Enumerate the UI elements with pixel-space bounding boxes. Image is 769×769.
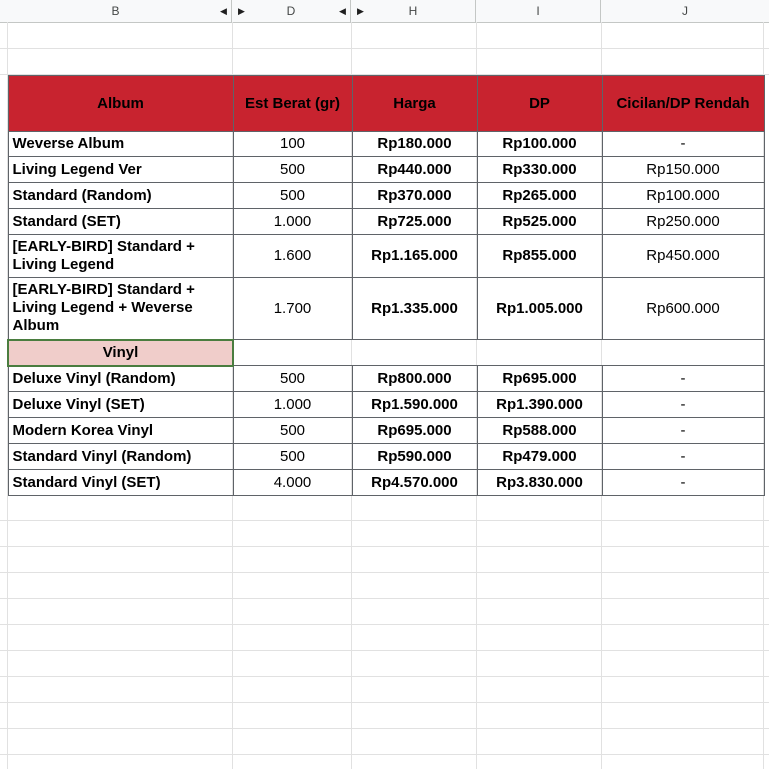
cell-name[interactable]: Standard (SET) — [8, 209, 233, 235]
cell-berat[interactable]: 500 — [233, 157, 352, 183]
expand-right-arrow-icon[interactable]: ▶ — [238, 6, 245, 16]
cell-cicilan[interactable]: Rp250.000 — [602, 209, 764, 235]
cell-harga[interactable]: Rp180.000 — [352, 132, 477, 157]
section-label-vinyl[interactable]: Vinyl — [8, 340, 233, 366]
cell-harga[interactable]: Rp590.000 — [352, 444, 477, 470]
cell-harga[interactable]: Rp1.335.000 — [352, 278, 477, 340]
table-row — [8, 418, 764, 444]
header-harga[interactable]: Harga — [352, 76, 477, 132]
cell-harga[interactable]: Rp1.165.000 — [352, 235, 477, 278]
cell-name-line: Living Legend — [12, 256, 115, 273]
header-berat[interactable]: Est Berat (gr) — [233, 76, 352, 132]
cell-dp[interactable]: Rp525.000 — [477, 209, 602, 235]
table-row — [8, 209, 764, 235]
table-header-row — [8, 76, 764, 132]
cell-berat[interactable]: 500 — [233, 366, 352, 392]
cell-berat[interactable]: 1.600 — [233, 235, 352, 278]
section-row-vinyl — [8, 340, 764, 366]
cell-dp[interactable]: Rp330.000 — [477, 157, 602, 183]
cell-berat[interactable]: 500 — [233, 418, 352, 444]
cell-dp[interactable]: Rp479.000 — [477, 444, 602, 470]
table-row — [8, 278, 764, 340]
cell-name-line: [EARLY-BIRD] Standard + — [12, 281, 195, 299]
table-row — [8, 157, 764, 183]
header-cicilan[interactable]: Cicilan/DP Rendah — [602, 76, 764, 132]
cell-name[interactable]: Standard Vinyl (SET) — [8, 470, 233, 496]
cell-name-line: [EARLY-BIRD] Standard + — [12, 238, 195, 255]
column-header-d[interactable]: D — [232, 0, 351, 22]
column-header-i[interactable]: I — [476, 0, 601, 22]
cell-name-line: Living Legend + Weverse — [12, 299, 193, 317]
table-row — [8, 366, 764, 392]
cell-harga[interactable]: Rp1.590.000 — [352, 392, 477, 418]
collapse-left-arrow-icon[interactable]: ◀ — [339, 6, 346, 16]
cell-name[interactable]: Living Legend Ver — [8, 157, 233, 183]
table-row — [8, 470, 764, 496]
cell-cicilan[interactable]: - — [602, 418, 764, 444]
cell-dp[interactable]: Rp695.000 — [477, 366, 602, 392]
cell-cicilan[interactable]: - — [602, 470, 764, 496]
cell-berat[interactable]: 100 — [233, 132, 352, 157]
column-header-j[interactable]: J — [682, 4, 688, 18]
cell-cicilan[interactable]: Rp100.000 — [602, 183, 764, 209]
table-row — [8, 444, 764, 470]
cell-name[interactable]: Deluxe Vinyl (Random) — [8, 366, 233, 392]
column-header-bar — [0, 0, 769, 23]
cell-name[interactable]: Modern Korea Vinyl — [8, 418, 233, 444]
section-empty-cell[interactable] — [233, 340, 764, 366]
cell-berat[interactable]: 1.000 — [233, 392, 352, 418]
expand-right-arrow-icon[interactable]: ▶ — [357, 6, 364, 16]
cell-harga[interactable]: Rp4.570.000 — [352, 470, 477, 496]
cell-cicilan[interactable]: - — [602, 132, 764, 157]
table-row — [8, 235, 764, 278]
cell-cicilan[interactable]: - — [602, 392, 764, 418]
cell-harga[interactable]: Rp695.000 — [352, 418, 477, 444]
price-table — [7, 75, 765, 496]
cell-harga[interactable]: Rp370.000 — [352, 183, 477, 209]
collapse-left-arrow-icon[interactable]: ◀ — [220, 6, 227, 16]
table-row — [8, 392, 764, 418]
column-header-h[interactable]: H — [351, 0, 476, 22]
column-header-b[interactable]: B — [0, 0, 232, 22]
cell-name[interactable]: Standard Vinyl (Random) — [8, 444, 233, 470]
cell-berat[interactable]: 4.000 — [233, 470, 352, 496]
cell-berat[interactable]: 1.700 — [233, 278, 352, 340]
cell-name[interactable]: Deluxe Vinyl (SET) — [8, 392, 233, 418]
cell-harga[interactable]: Rp800.000 — [352, 366, 477, 392]
cell-name[interactable]: Standard (Random) — [8, 183, 233, 209]
cell-name[interactable] — [8, 278, 233, 340]
cell-name-line: Album — [12, 317, 60, 335]
cell-harga[interactable]: Rp440.000 — [352, 157, 477, 183]
cell-cicilan[interactable]: - — [602, 444, 764, 470]
cell-dp[interactable]: Rp588.000 — [477, 418, 602, 444]
cell-harga[interactable]: Rp725.000 — [352, 209, 477, 235]
cell-cicilan[interactable]: Rp450.000 — [602, 235, 764, 278]
cell-dp[interactable]: Rp100.000 — [477, 132, 602, 157]
cell-berat[interactable]: 500 — [233, 444, 352, 470]
cell-cicilan[interactable]: - — [602, 366, 764, 392]
cell-dp[interactable]: Rp1.005.000 — [477, 278, 602, 340]
table-row — [8, 183, 764, 209]
cell-dp[interactable]: Rp1.390.000 — [477, 392, 602, 418]
cell-dp[interactable]: Rp855.000 — [477, 235, 602, 278]
cell-berat[interactable]: 500 — [233, 183, 352, 209]
cell-cicilan[interactable]: Rp600.000 — [602, 278, 764, 340]
table-row — [8, 132, 764, 157]
cell-name[interactable]: Weverse Album — [8, 132, 233, 157]
cell-dp[interactable]: Rp265.000 — [477, 183, 602, 209]
cell-name[interactable] — [8, 235, 233, 278]
cell-berat[interactable]: 1.000 — [233, 209, 352, 235]
cell-dp[interactable]: Rp3.830.000 — [477, 470, 602, 496]
header-album[interactable]: Album — [8, 76, 233, 132]
header-dp[interactable]: DP — [477, 76, 602, 132]
cell-cicilan[interactable]: Rp150.000 — [602, 157, 764, 183]
